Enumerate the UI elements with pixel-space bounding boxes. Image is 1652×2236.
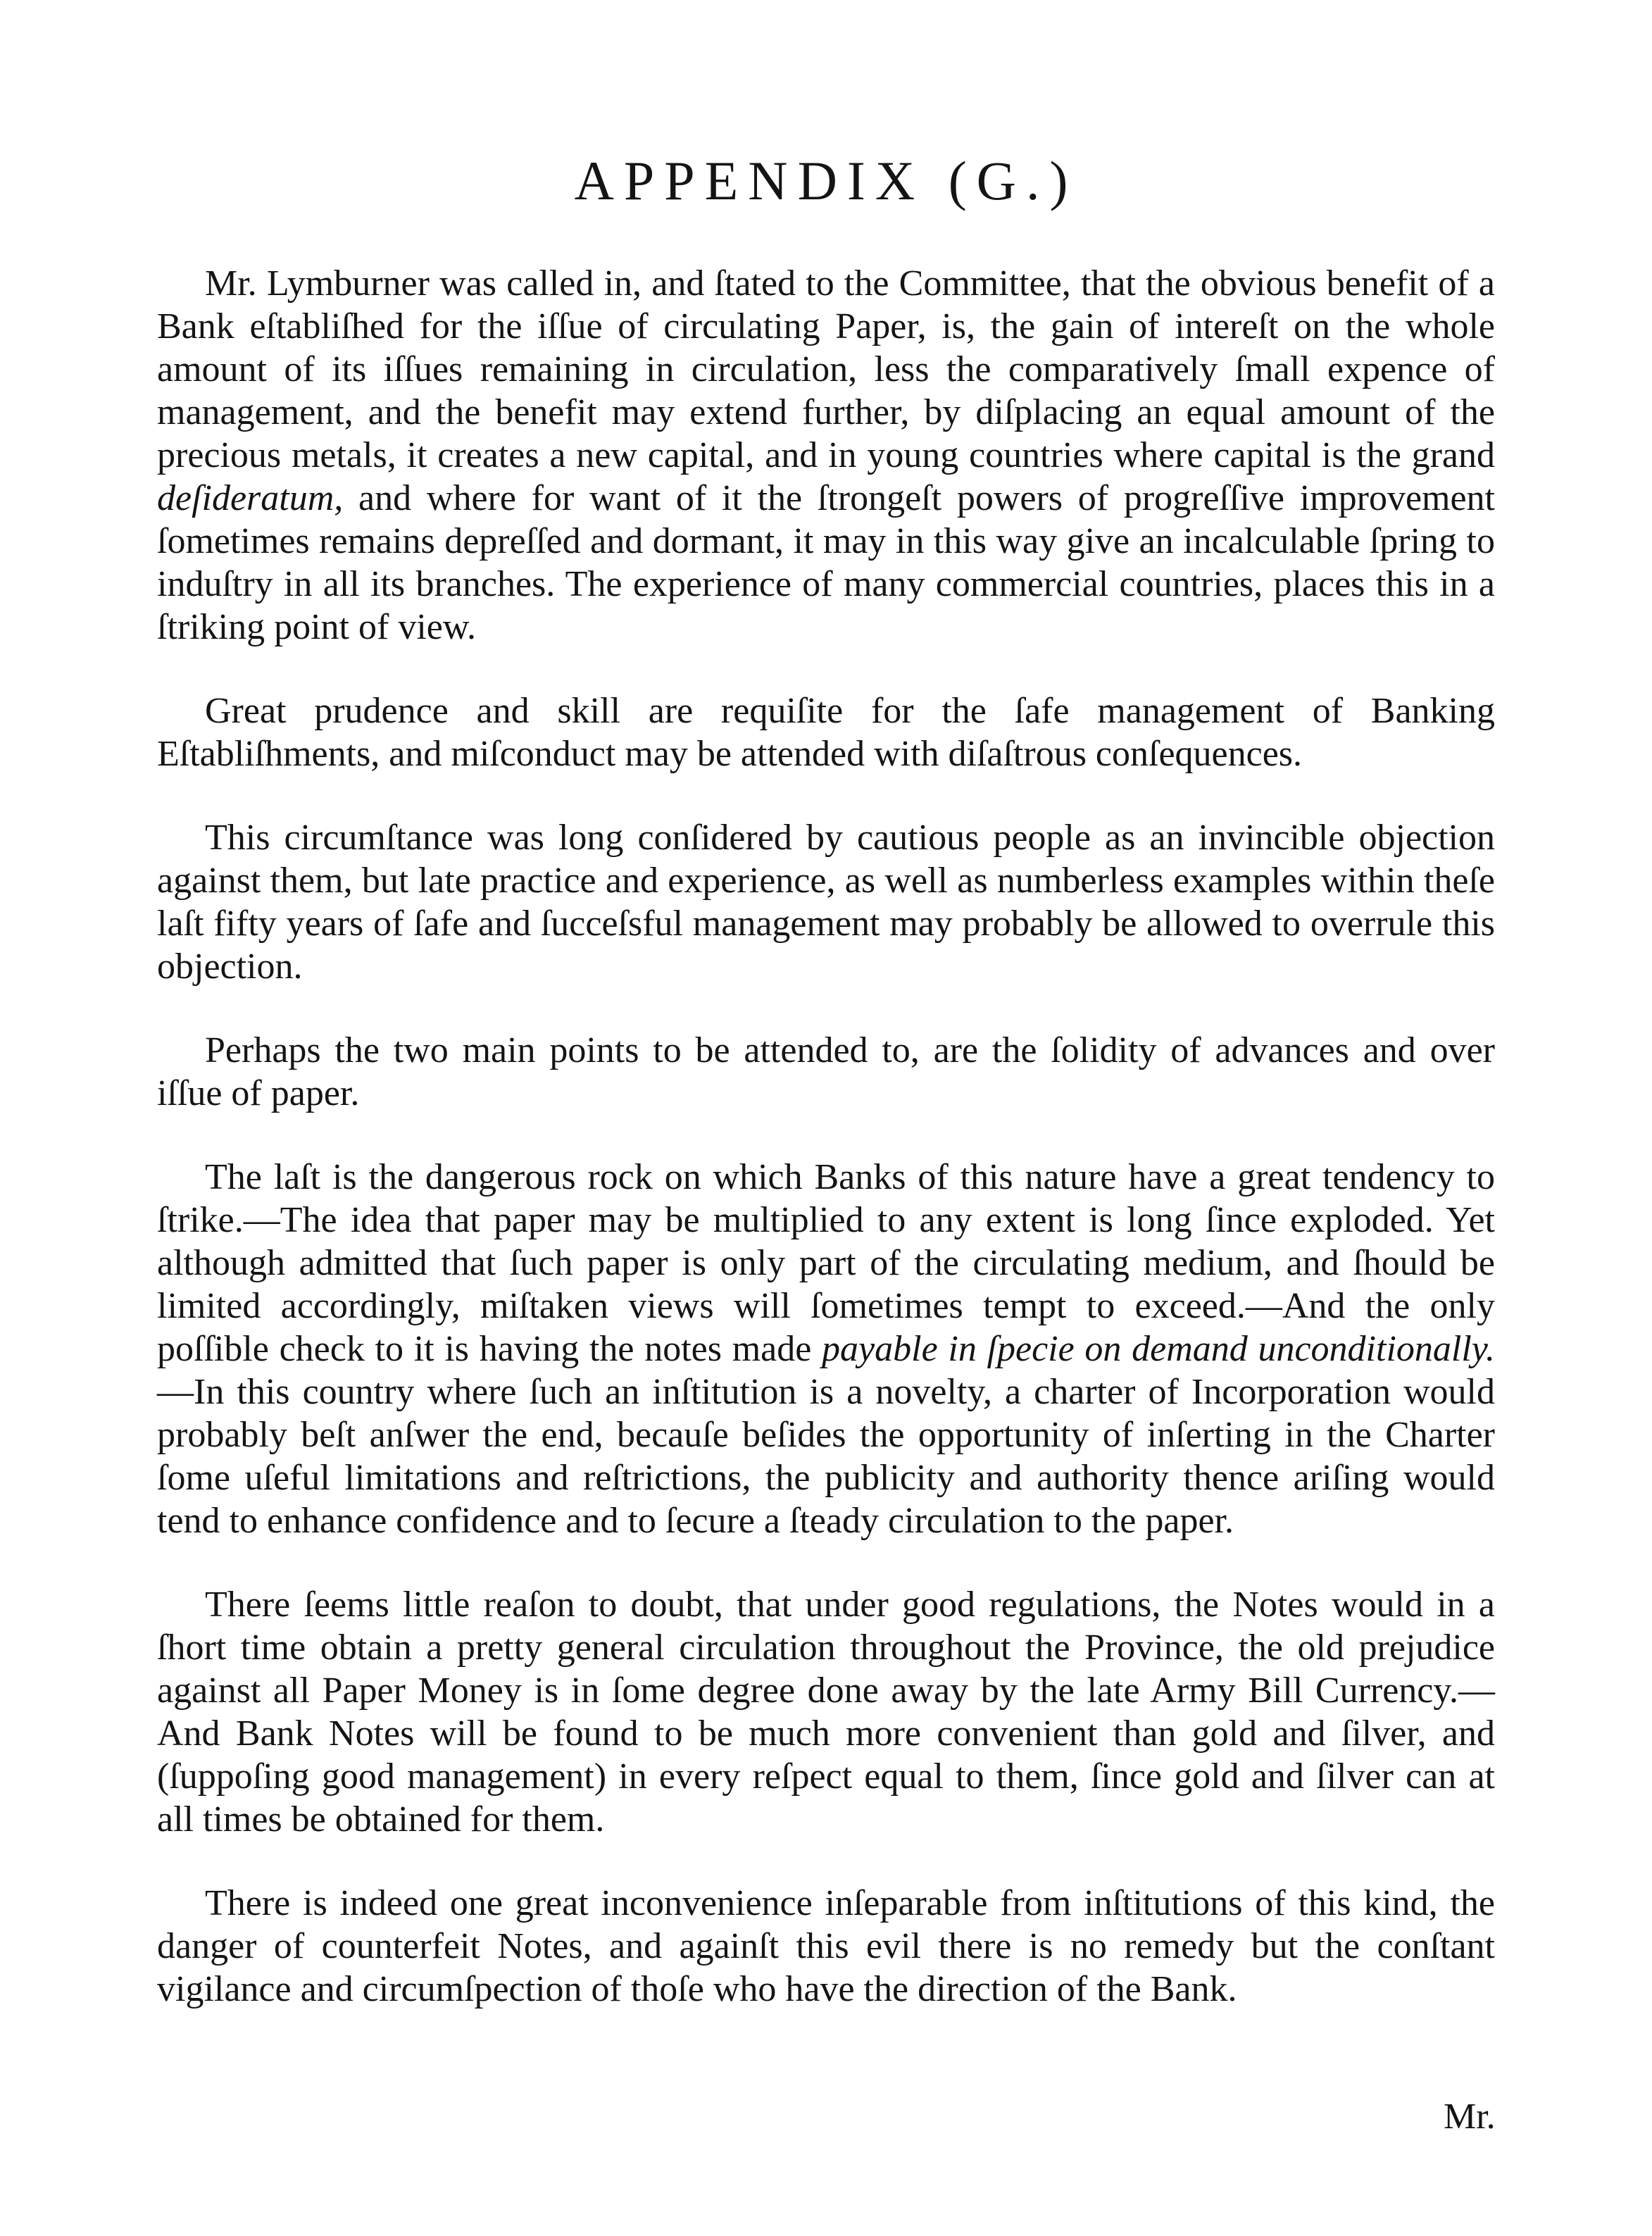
paragraph-lymburner-statement (157, 262, 1495, 649)
paragraph-counterfeit: There is indeed one great inconvenience inſeparable from inſtitutions of this kind, the danger of counterfeit Notes, and againſt this evil there is no remedy but the conſtant vigilance and circumſpection of thoſe who have the direction of the Bank. (157, 1883, 1495, 2009)
paragraph-emphasis: deſideratum, (157, 478, 344, 518)
body-text (157, 262, 1495, 2051)
catchword: Mr. (1444, 2097, 1496, 2137)
paragraph-regulations: There ſeems little reaſon to doubt, that under good regulations, the Notes would in a ſhort time obtain a pretty general circulation throughout the Province, the old prejudice against all Paper Money is in ſome degree done away by the late Army Bill Currency.—And Bank Notes will be found to be much more convenient than gold and ſilver, and (ſuppoſing good management) in every reſpect equal to them, ſince gold and ſilver can at all times be obtained for them. (157, 1585, 1495, 1840)
paragraph-circumstance: This circumſtance was long conſidered by cautious people as an invincible objection against them, but late practice and experience, as well as numberless examples within theſe laſt fifty years of ſafe and ſucceſsful management may probably be allowed to overrule this objection. (157, 818, 1495, 987)
paragraph-prudence: Great prudence and skill are requiſite for the ſafe management of Banking Eſtabliſhments, and miſconduct may be attended with diſaſtrous conſequences. (157, 691, 1495, 774)
paragraph-text: The laſt is the dangerous rock on which Banks of this nature have a great tendency to ſtrike.—The idea that paper may be multiplied to any extent is long ſince exploded. Yet although admitted that ſuch paper is only part of the circulating medium, and ſhould be limited accordingly, miſtaken views will ſometimes tempt to exceed.—And the only poſſible check to it is having the notes made (157, 1157, 1495, 1369)
paragraph-emphasis: payable in ſpecie on demand unconditionally. (822, 1329, 1495, 1369)
paragraph-text: and where for want of it the ſtrongeſt powers of progreſſive improvement ſometimes remains depreſſed and dormant, it may in this way give an incalculable ſpring to induſtry in all its branches. The experience of many commercial countries, places this in a ſtriking point of view. (157, 478, 1495, 647)
paragraph-text: Mr. Lymburner was called in, and ſtated to the Committee, that the obvious benefit of a Bank eſtabliſhed for the iſſue of circulating Paper, is, the gain of intereſt on the whole amount of its iſſues remaining in circulation, less the comparatively ſmall expence of management, and the benefit may extend further, by diſplacing an equal amount of the precious metals, it creates a new capital, and in young countries where capital is the grand (157, 263, 1495, 475)
paragraph-text: —In this country where ſuch an inſtitution is a novelty, a charter of Incorporation would probably beſt anſwer the end, becauſe beſides the opportunity of inſerting in the Charter ſome uſeful limitations and reſtrictions, the publicity and authority thence ariſing would tend to enhance confidence and to ſecure a ſteady circulation to the paper. (157, 1372, 1495, 1541)
page-title: APPENDIX (G.) (574, 150, 1078, 211)
paragraph-dangerous-rock (157, 1156, 1495, 1542)
paragraph-main-points: Perhaps the two main points to be attended to, are the ſolidity of advances and over iſſue of paper. (157, 1030, 1495, 1113)
